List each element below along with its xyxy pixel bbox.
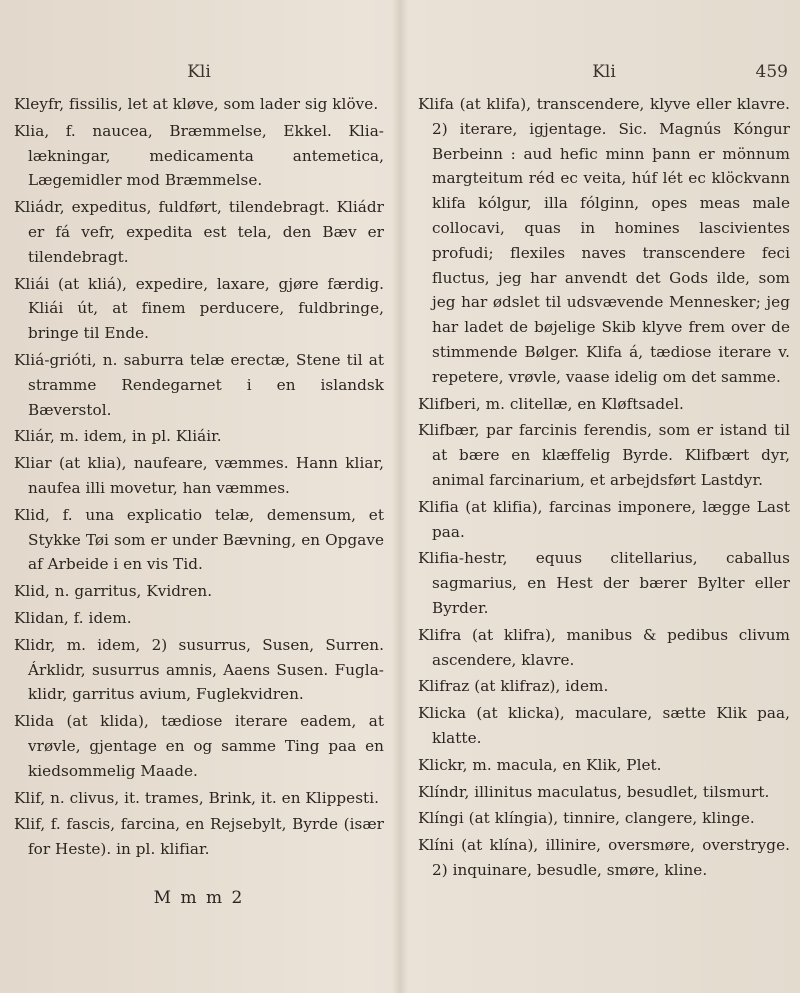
dictionary-entry: Kliár, m. idem, in pl. Kliáir.: [14, 427, 222, 446]
dictionary-entry: Klifberi, m. clitellæ, en Kløftsadel.: [418, 394, 684, 413]
page-number: 459: [755, 62, 788, 82]
left-entries: [14, 92, 384, 864]
dictionary-entry: Klicka (at klicka), maculare, sætte Klik paa, klatte.: [418, 704, 790, 747]
dictionary-entry: Kliádr, expeditus, fuldført, tilendebragt. Kliádr er fá vefr, expedita est tela, den Bæv er tilendebragt.: [14, 198, 384, 266]
dictionary-entry: Klifa (at klifa), transcendere, klyve eller klavre. 2) iterare, igjentage. Sic. Magnús Kóngur Berbeinn : aud hefic minn þann er mönnum margteitum réd ec veita, húf lét ec klöckvann klifa kólgur, illa fólginn, opes meas male collocavi, quas in homines lascivientes profudi; flexiles naves transcendere feci fluctus, jeg har anvendt det Gods ilde, som jeg har ødslet til udsvævende Mennesker; jeg har ladet de bøjelige Skib klyve frem over de stimmende Bølger. Klifa á, tædiose iterare v. repetere, vrøvle, vaase idelig om det samme.: [418, 95, 790, 386]
dictionary-entry: Klifraz (at klifraz), idem.: [418, 677, 609, 696]
right-column: [418, 0, 790, 993]
dictionary-entry: Klifbær, par farcinis ferendis, som er istand til at bære en klæffelig Byrde. Klifbært dyr, animal farcinarium, et arbejdsført Lastdyr.: [418, 421, 790, 489]
left-running-head: [14, 62, 384, 88]
dictionary-entry: Kliá-grióti, n. saburra telæ erectæ, Stene til at stramme Rendegarnet i en islandsk Bæverstol.: [14, 350, 384, 419]
dictionary-entry: Klidr, m. idem, 2) susurrus, Susen, Surren. Árklidr, susurrus amnis, Aaens Susen. Fugla-klidr, garritus avium, Fuglekvidren.: [14, 635, 384, 704]
dictionary-entry: Kliar (at klia), naufeare, væmmes. Hann kliar, naufea illi movetur, han væmmes.: [14, 454, 384, 497]
dictionary-entry: Klifia (at klifia), farcinas imponere, lægge Last paa.: [418, 497, 790, 541]
left-column: [14, 0, 384, 993]
dictionary-entry: Kleyfr, fissilis, let at kløve, som lader sig klöve.: [14, 95, 379, 113]
dictionary-entry: Klíngi (at klíngia), tinnire, clangere, klinge.: [418, 809, 755, 828]
book-gutter: [392, 0, 408, 993]
signature-mark: M m m 2: [153, 888, 245, 908]
right-entries: [418, 92, 790, 885]
dictionary-entry: Klia, f. naucea, Bræmmelse, Ekkel. Klia-lækningar, medicamenta antemetica, Lægemidler mod Bræmmelse.: [14, 121, 384, 190]
dictionary-entry: Klíndr, illinitus maculatus, besudlet, tilsmurt.: [418, 782, 770, 801]
right-header-word: Kli: [592, 62, 616, 82]
dictionary-entry: Klid, f. una explicatio telæ, demensum, et Stykke Tøi som er under Bævning, en Opgave af Arbeide i en vis Tid.: [14, 505, 384, 574]
dictionary-entry: Klidan, f. idem.: [14, 608, 132, 627]
dictionary-entry: Klifra (at klifra), manibus & pedibus clivum ascendere, klavre.: [418, 625, 790, 669]
right-running-head: [418, 62, 790, 88]
dictionary-entry: Klickr, m. macula, en Klik, Plet.: [418, 755, 662, 774]
dictionary-entry: Klif, n. clivus, it. trames, Brink, it. en Klippesti.: [14, 788, 379, 807]
dictionary-entry: Klida (at klida), tædiose iterare eadem, at vrøvle, gjentage en og samme Ting paa en kiedsommelig Maade.: [14, 712, 384, 780]
left-header-word: Kli: [187, 62, 211, 82]
dictionary-entry: Klíni (at klína), illinire, oversmøre, overstryge. 2) inquinare, besudle, smøre, kline.: [418, 836, 790, 879]
dictionary-entry: Klif, f. fascis, farcina, en Rejsebylt, Byrde (især for Heste). in pl. klifiar.: [14, 815, 384, 859]
dictionary-entry: Klifia-hestr, equus clitellarius, caballus sagmarius, en Hest der bærer Bylter eller Byrder.: [418, 549, 790, 617]
dictionary-entry: Kliái (at kliá), expedire, laxare, gjøre færdig. Kliái út, at finem perducere, fuldbringe, bringe til Ende.: [14, 274, 384, 343]
dictionary-entry: Klid, n. garritus, Kvidren.: [14, 582, 213, 601]
